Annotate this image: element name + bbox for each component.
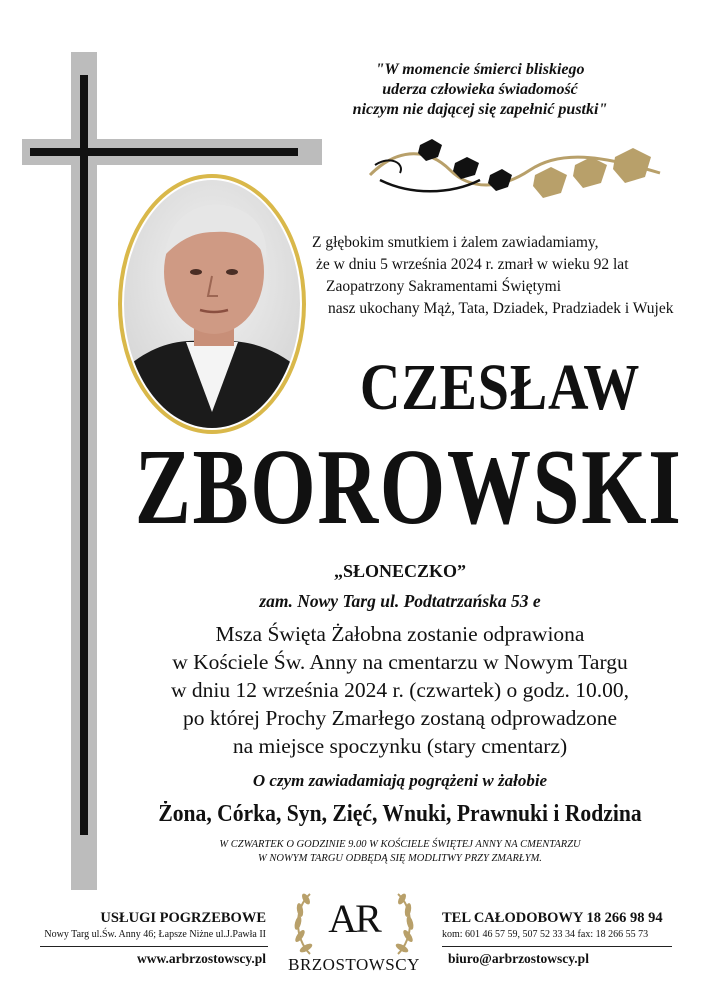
funeral-services-title: USŁUGI POGRZEBOWE [100,910,266,926]
cross-vertical-beam [80,75,88,835]
deceased-nickname: „SŁONECZKO” [333,561,467,581]
mass-line: po której Prochy Zmarłego zostaną odprowadzone [182,706,618,730]
funeral-services-address: Nowy Targ ul.Św. Anny 46; Łapsze Niżne ul.J.Pawła II [44,929,266,940]
mobile-fax-numbers: kom: 601 46 57 59, 507 52 33 34 fax: 18 266 55 73 [442,929,649,940]
quote-line: "W momencie śmierci bliskiego [375,61,585,78]
prayer-notice [140,838,660,866]
memorial-quote [330,60,630,120]
funeral-mass-info [120,620,680,760]
email-link[interactable]: biuro@arbrzostowscy.pl [448,951,589,966]
quote-line: niczym nie dającej się zapełnić pustki" [352,101,608,118]
logo-company-name: BRZOSTOWSCY [288,955,420,974]
deceased-first-name: CZESŁAW [359,351,641,424]
website-link[interactable]: www.arbrzostowscy.pl [137,951,266,966]
prayer-line: W CZWARTEK O GODZINIE 9.00 W KOŚCIELE ŚWIĘTEJ ANNY NA CMENTARZU [219,839,581,850]
announcement-intro [312,232,702,320]
portrait-photo [116,172,308,436]
logo-monogram: AR [328,896,380,941]
family-list: Żona, Córka, Syn, Zięć, Wnuki, Prawnuki i Rodzina [158,801,642,827]
mass-line: na miejsce spoczynku (stary cmentarz) [232,734,568,758]
deceased-last-name: ZBOROWSKI [134,428,683,547]
grapevine-ornament-icon [360,135,670,210]
intro-line: nasz ukochany Mąż, Tata, Dziadek, Pradziadek i Wujek [328,300,674,317]
mass-line: Msza Święta Żałobna zostanie odprawiona [215,622,585,646]
mass-line: w dniu 12 września 2024 r. (czwartek) o godz. 10.00, [171,678,629,702]
cross-horizontal-beam [30,148,298,156]
mourners-notice: O czym zawiadamiają pogrążeni w żałobie [252,771,548,790]
intro-line: że w dniu 5 września 2024 r. zmarł w wieku 92 lat [316,256,629,273]
quote-line: uderza człowieka świadomość [382,81,578,98]
footer-divider-left [40,946,268,947]
deceased-address: zam. Nowy Targ ul. Podtatrzańska 53 e [259,591,541,611]
prayer-line: W NOWYM TARGU ODBĘDĄ SIĘ MODLITWY PRZY ZMARŁYM. [258,853,542,864]
intro-line: Z głębokim smutkiem i żalem zawiadamiamy, [312,234,599,251]
mass-line: w Kościele Św. Anny na cmentarzu w Nowym Targu [172,650,628,674]
intro-line: Zaopatrzony Sakramentami Świętymi [326,278,562,295]
phone-24h: TEL CAŁODOBOWY 18 266 98 94 [442,910,663,926]
footer-divider-right [442,946,672,947]
